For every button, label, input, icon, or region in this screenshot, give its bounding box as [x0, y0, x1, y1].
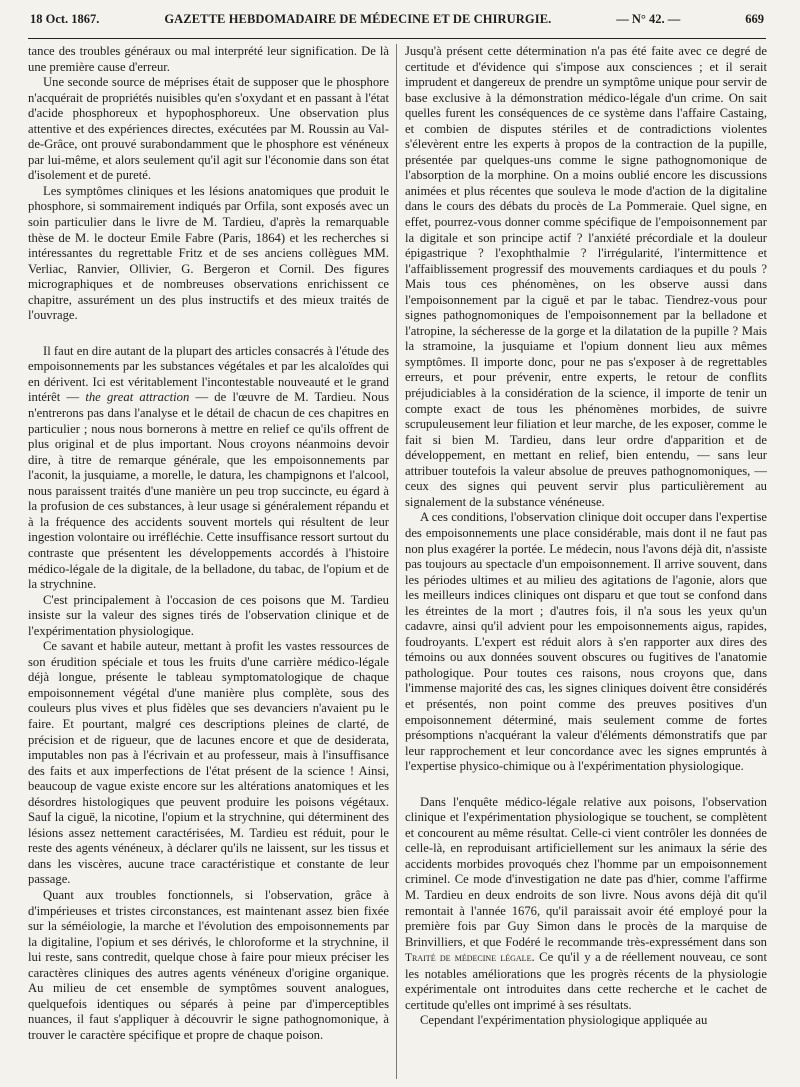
- text-run: — de l'œuvre de M. Tardieu. Nous n'entrerons pas dans l'analyse et le détail de chacun de ces chapitres en particulier ; nous nous bornerons à mettre en relief ce qu'ils offrent de plus original et de plus important. Nous croyons néanmoins devoir dire, à titre de remarque générale, que les empoisonnements par l'aconit, la jusquiame, a morelle, le datura, les champignons et l'alcool, nous paraissent traités d'une manière un peu trop succincte, eu égard à la profusion de ces substances, à leur usage si généralement répandu et à la fréquence des accidents souvent mortels qui résultent de leur ingestion volontaire ou irréfléchie. Cette insuffisance ressort surtout du contraste que présentent les développements accordés à l'histoire médico-légale de la digitale, de la belladone, du tabac, de l'opium et de la strychnine.: [28, 390, 389, 592]
- paragraph: tance des troubles généraux ou mal interprété leur signification. De là une première cause d'erreur.: [28, 44, 389, 74]
- header-issue: — N° 42. —: [616, 11, 681, 26]
- paragraph: Ce savant et habile auteur, mettant à profit les vastes ressources de son érudition spéciale et tous les fruits d'une carrière médico-légale déjà longue, présente le tableau symptomatologique de chaque empoisonnement végétal d'une manière plus complète, sous des couleurs plus vives et plus fidèles que ses devanciers n'avaient pu le faire. Et pourtant, malgré ces descriptions pleines de clarté, de précision et de rigueur, que de lacunes encore et que de desiderata, imputables non pas à l'écrivain et au professeur, mais à l'insuffisance des faits et aux imperfections de l'état présent de la science ! Ainsi, beaucoup de vague existe encore sur les altérations anatomiques et les désordres histologiques que peuvent produire les poisons végétaux. Sauf la ciguë, la nicotine, l'opium et la strychnine, qui déterminent des lésions assez nettement caractérisées, M. Tardieu est réduit, pour le reste des agents vénéneux, à déclarer qu'ils ne laissent, sur les tissus et dans les viscères, aucune trace caractéristique et constante de leur passage.: [28, 639, 389, 887]
- header-rule: [28, 38, 766, 39]
- text-run: Il faut en dire autant de la plupart des articles consacrés à l'étude des empoisonnements par les substances végétales et par les alcaloïdes qui en dérivent. Ici est véritablement l'incontestable nouveauté et le grand intérêt —: [28, 343, 389, 405]
- text-run: Dans l'enquête médico-légale relative aux poisons, l'observation clinique et l'expérimentation physiologique se touchent, se complètent et concourent au même résultat. Celle-ci vient contrôler les données de celle-là, en reproduisant artificiellement sur les animaux la série des accidents morbides provoqués chez l'homme par un empoisonnement criminel. Ce mode d'investigation ne date pas d'hier, comme l'affirme M. Tardieu en deux endroits de son livre. Nous avons déjà dit qu'il remontait à l'année 1676, qu'il paraissait avoir été employé pour la première fois par Guy Simon dans le procès de la marquise de Brinvilliers, et que Fodéré le recommande très-expressément dans son: [405, 794, 767, 949]
- paragraph: [28, 344, 389, 593]
- paragraph: Cependant l'expérimentation physiologique appliquée au: [420, 1013, 708, 1028]
- paragraph: [405, 795, 767, 1014]
- header-page-number: 669: [745, 11, 764, 26]
- paragraph: Une seconde source de méprises était de supposer que le phosphore n'acquérait de propriétés nuisibles qu'en s'oxydant et en passant à l'état d'acide phosphoreux et hypophosphoreux. Une observation plus attentive et des expériences directes, exécutées par M. Roussin au Val-de-Grâce, ont prouvé surabondamment que le phosphore est vénéneux par lui-même, et alors seulement qu'il agit sur l'économie dans son état d'isolement et de pureté.: [28, 75, 389, 183]
- small-caps-title: Traité de médecine légale: [405, 952, 532, 965]
- left-column: [28, 44, 389, 1083]
- paragraph: Quant aux troubles fonctionnels, si l'observation, grâce à d'impérieuses et tristes circonstances, est maintenant assez bien fixée sur la séméiologie, la marche et l'évolution des empoisonnements par la digitaline, l'opium et ses dérivés, le chloroforme et la strychnine, il lui reste, sans contredit, quelque chose à faire pour mieux préciser les caractères cliniques des autres agents vénéneux d'origine organique. Au milieu de cet ensemble de symptômes souvent analogues, quelquefois identiques ou séparés à peine par d'imperceptibles nuances, il faut s'appliquer à découvrir le signe pathognomonique, à trouver le caractère spécifique et propre de chaque poison.: [28, 887, 389, 1042]
- paragraph: A ces conditions, l'observation clinique doit occuper dans l'expertise des empoisonnements une place considérable, mais dont il ne faut pas non plus exagérer la portée. Le médecin, nous l'avons déjà dit, n'assiste pas toujours au spectacle d'un empoisonnement. Il arrive souvent, dans les périodes ultimes et au milieu des agitations de l'agonie, alors que les meilleurs indices cliniques ont disparu et que tout se confond dans les étreintes de la mort ; d'autres fois, il n'a sous les yeux qu'un cadavre, ainsi qu'il advient pour les empoisonnements aigus, rapides, foudroyants. L'expert est réduit alors à s'en rapporter aux dires des témoins ou aux données souvent obscures ou fugitives de l'anatomie pathologique. Pour toutes ces raisons, nous croyons que, dans l'immense majorité des cas, les signes cliniques doivent être considérés et présentés, non point comme des preuves positives d'un empoisonnement déterminé, mais seulement comme de fortes présomptions n'acquérant la valeur d'éléments démonstratifs que par leur rapprochement et leur concordance avec les signes empruntés à l'expertise physico-chimique ou à l'expérimentation physiologique.: [405, 510, 767, 774]
- page-header: [30, 4, 764, 34]
- right-column: [405, 44, 767, 1083]
- header-date: 18 Oct. 1867.: [30, 11, 100, 26]
- text-run: . Ce qu'il y a de réellement nouveau, ce sont les notables améliorations que les progrès récents de la physiologie expérimentale ont introduites dans cette recherche et le cachet de certitude qu'elles ont imprimé à ses résultats.: [405, 950, 767, 1012]
- header-title: GAZETTE HEBDOMADAIRE DE MÉDECINE ET DE CHIRURGIE.: [164, 11, 552, 26]
- column-divider: [396, 44, 397, 1079]
- paragraph: Jusqu'à présent cette détermination n'a pas été faite avec ce degré de certitude et d'évidence qui s'impose aux consciences ; et il serait imprudent et dangereux de prendre un symptôme unique pour servir de base exclusive à la démonstration médico-légale d'un crime. On sait quelles furent les conséquences de ce système dans l'affaire Castaing, et combien de disputes stériles et de contradictions violentes s'élevèrent entre les experts à propos de la contraction de la pupille, présentée par quelques-uns comme le signe pathognomonique de l'absorption de la morphine. On a moins oublié encore les discussions animées et plus récentes que souleva le mode d'action de la digitaline dans le cours des débats du procès de La Pommeraie. Quel signe, en effet, pourrez-vous donner comme spécifique de l'empoisonnement par la digitale et son principe actif ? l'anxiété précordiale et la douleur épigastrique ? l'exophthalmie ? l'irrégularité, l'intermittence et l'affaiblissement progressif des mouvements cardiaques et du pouls ? Mais tous ces phénomènes, on les observe aussi dans l'empoisonnement par la ciguë et par le tabac. Tiendrez-vous pour signes pathognomoniques de l'empoisonnement par la belladone et l'atropine, la sécheresse de la gorge et la dilatation de la pupille ? Mais la stramoine, la jusquiame et l'opium donnent lieu aux mêmes symptômes. Il importe donc, pour ne pas s'exposer à de regrettables erreurs, et pour prévenir, entre experts, le retour de conflits préjudiciables à la considération de la science, il importe de tenir un compte exact de tous les phénomènes morbides, de suivre scrupuleusement leur filiation et leur marche, de les exposer, comme le fait si bien M. Tardieu, dans leur ordre d'apparition et de développement, en mettant en relief, bien entendu, — sans leur attribuer toutefois la valeur absolue de preuves pathognomoniques, — ceux des signes qui peuvent servir plus particulièrement au signalement de la substance vénéneuse.: [405, 44, 767, 509]
- paragraph: C'est principalement à l'occasion de ces poisons que M. Tardieu insiste sur la valeur des signes tirés de l'observation clinique et de l'expérimentation physiologique.: [28, 592, 389, 638]
- italic-phrase: the great attraction: [85, 390, 190, 405]
- paragraph: Les symptômes cliniques et les lésions anatomiques que produit le phosphore, si sommairement indiqués par Orfila, sont exposés avec un soin particulier dans le livre de M. Tardieu, d'après la remarquable thèse de M. le docteur Emile Fabre (Paris, 1864) et les recherches si intéressantes du regrettable Fritz et de ses anciens collègues MM. Verliac, Ranvier, Ollivier, G. Bergeron et Cornil. Des figures micrographiques et de nombreuses observations enrichissent ce chapitre, assurément un des plus instructifs et des mieux traités de l'ouvrage.: [28, 183, 389, 323]
